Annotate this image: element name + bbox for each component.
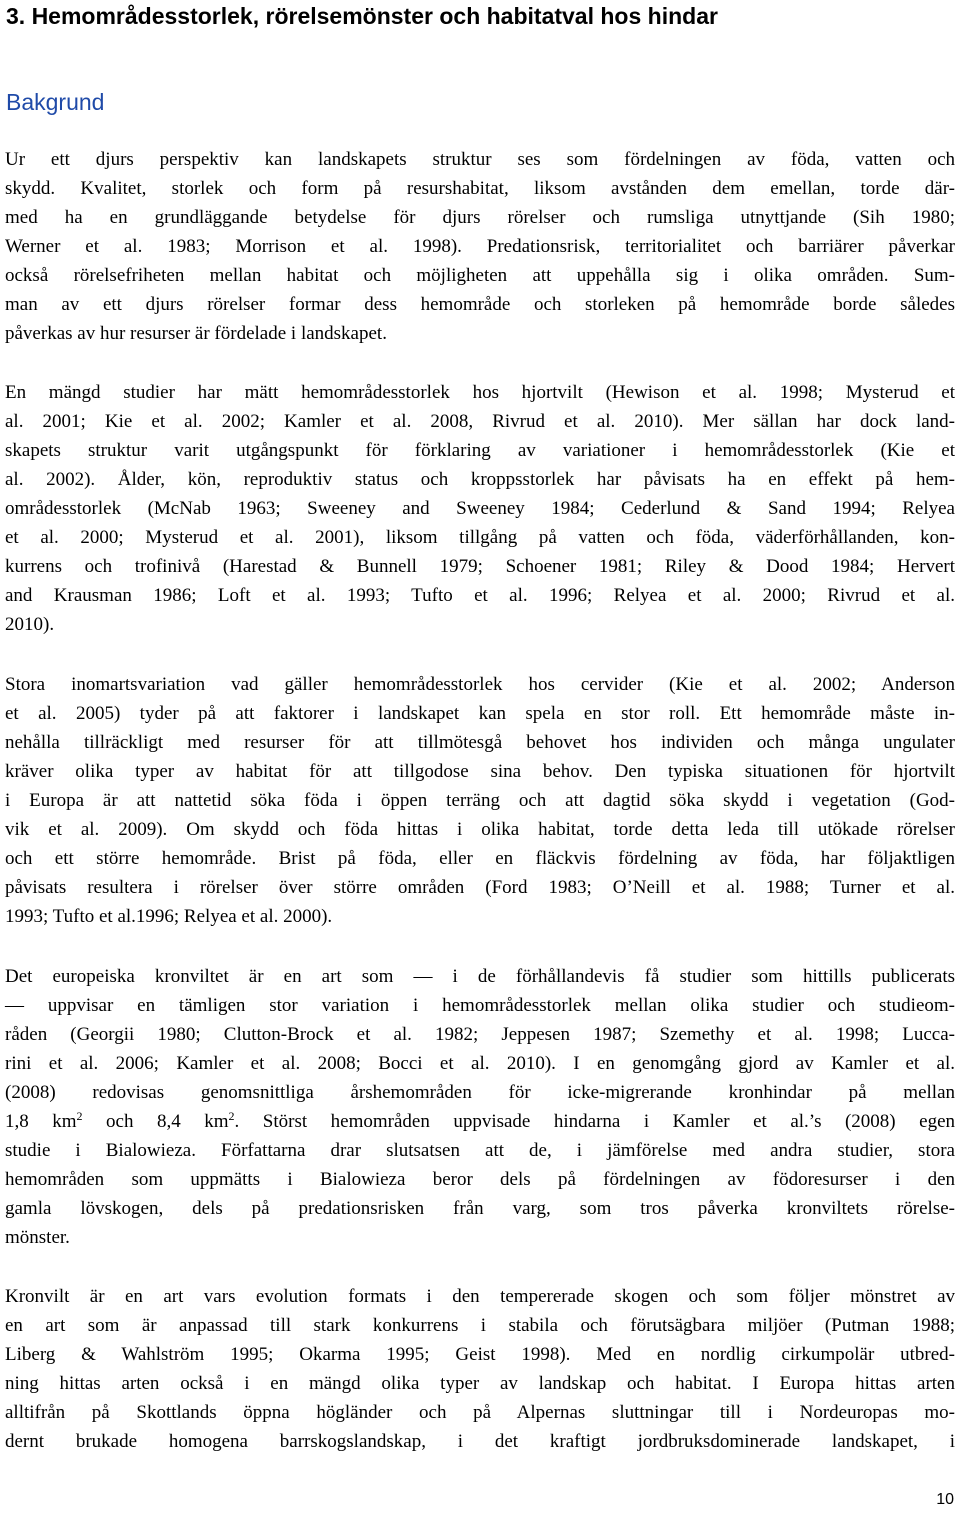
text-line: al. 2002). Ålder, kön, reproduktiv status och kroppsstorlek har påvisats ha en effekt på hem- <box>5 469 955 490</box>
subsection-heading: Bakgrund <box>6 89 105 115</box>
text-segment: 1,8 km <box>5 1111 77 1132</box>
text-line: skydd. Kvalitet, storlek och form på resurshabitat, liksom avstånden dem emellan, torde där- <box>5 178 955 199</box>
text-line: en art som är anpassad till stark konkurrens i stabila och förutsägbara miljöer (Putman 1988; <box>5 1315 955 1336</box>
text-line: påverkas av hur resurser är fördelade i landskapet. <box>5 323 387 344</box>
text-segment: . Störst hemområden uppvisade hindarna i Kamler et al.’s (2008) egen <box>234 1111 955 1132</box>
text-line: Det europeiska kronviltet är en art som — i de förhållandevis få studier som hittills publicerats <box>5 966 955 987</box>
text-line: nehålla tillräckligt med resurser för att tillmötesgå behovet hos individen och många ungulater <box>5 732 955 753</box>
text-line: (2008) redovisas genomsnittliga årshemområden för icke-migrerande kronhindar på mellan <box>5 1082 955 1103</box>
text-line: et al. 2005) tyder på att faktorer i landskapet kan spela en stor roll. Ett hemområde måste in- <box>5 703 955 724</box>
text-line: mönster. <box>5 1227 70 1248</box>
paragraph-intraspecific-variation <box>5 670 955 931</box>
text-line: påvisats resultera i rörelser över större områden (Ford 1983; O’Neill et al. 1988; Turner et al. <box>5 877 955 898</box>
text-line: studie i Bialowieza. Författarna drar slutsatsen att de, i jämförelse med andra studier, stora <box>5 1140 955 1161</box>
text-line <box>5 1107 955 1136</box>
superscript-exponent: 2 <box>228 1109 235 1123</box>
text-line: Liberg & Wahlström 1995; Okarma 1995; Geist 1998). Med en nordlig cirkumpolär utbred- <box>5 1344 955 1365</box>
text-line: Werner et al. 1983; Morrison et al. 1998). Predationsrisk, territorialitet och barriärer påverkar <box>5 236 955 257</box>
text-line: Ur ett djurs perspektiv kan landskapets struktur ses som fördelningen av föda, vatten och <box>5 149 955 170</box>
text-line: dernt brukade homogena barrskogslandskap, i det kraftigt jordbruksdominerade landskapet, i <box>5 1431 955 1452</box>
text-line: rini et al. 2006; Kamler et al. 2008; Bocci et al. 2010). I en genomgång gjord av Kamler et al. <box>5 1053 955 1074</box>
text-line: En mängd studier har mätt hemområdesstorlek hos hjortvilt (Hewison et al. 1998; Mysterud et <box>5 382 955 403</box>
text-line: et al. 2000; Mysterud et al. 2001), liksom tillgång på vatten och föda, väderförhållanden, kon- <box>5 527 955 548</box>
text-line: al. 2001; Kie et al. 2002; Kamler et al. 2008, Rivrud et al. 2010). Mer sällan har dock land- <box>5 411 955 432</box>
text-line: gamla lövskogen, dels på predationsrisken från varg, som tros påverka kronviltets rörelse- <box>5 1198 955 1219</box>
text-line: vik et al. 2009). Om skydd och föda hittas i olika habitat, torde detta leda till utökade rörelser <box>5 819 955 840</box>
paragraph-red-deer-evolution <box>5 1282 955 1456</box>
paragraph-background-intro <box>5 145 955 348</box>
text-line: också rörelsefriheten mellan habitat och möjligheten att uppehålla sig i olika områden. Sum- <box>5 265 955 286</box>
text-line: hemområden som uppmätts i Bialowieza beror dels på fördelningen av födoresurser i den <box>5 1169 955 1190</box>
text-line: skapets struktur varit utgångspunkt för förklaring av variationer i hemområdesstorlek (Kie et <box>5 440 955 461</box>
text-line: och ett större hemområde. Brist på föda, eller en fläckvis fördelning av föda, har följaktligen <box>5 848 955 869</box>
paragraph-home-range-studies <box>5 378 955 639</box>
text-line: man av ett djurs rörelser formar dess hemområde och storleken på hemområde borde således <box>5 294 955 315</box>
text-line: områdesstorlek (McNab 1963; Sweeney and Sweeney 1984; Cederlund & Sand 1994; Relyea <box>5 498 955 519</box>
text-line: Kronvilt är en art vars evolution formats i den tempererade skogen och som följer mönstret av <box>5 1286 955 1307</box>
superscript-exponent: 2 <box>76 1109 83 1123</box>
text-line: med ha en grundläggande betydelse för djurs rörelser och rumsliga utnyttjande (Sih 1980; <box>5 207 955 228</box>
section-title: 3. Hemområdesstorlek, rörelsemönster och habitatval hos hindar <box>6 3 718 29</box>
page-number: 10 <box>936 1491 954 1508</box>
text-line: 2010). <box>5 614 55 635</box>
text-line: ning hittas arten också i en mängd olika typer av landskap och habitat. I Europa hittas arten <box>5 1373 955 1394</box>
text-line: — uppvisar en tämligen stor variation i hemområdesstorlek mellan olika studier och studieom- <box>5 995 955 1016</box>
text-line: råden (Georgii 1980; Clutton-Brock et al. 1982; Jeppesen 1987; Szemethy et al. 1998; Lucca- <box>5 1024 955 1045</box>
paragraph-european-red-deer <box>5 962 955 1252</box>
text-line: kräver olika typer av habitat för att tillgodose sina behov. Den typiska situationen för hjortvilt <box>5 761 955 782</box>
text-line: and Krausman 1986; Loft et al. 1993; Tufto et al. 1996; Relyea et al. 2000; Rivrud et al. <box>5 585 955 606</box>
text-line: alltifrån på Skottlands öppna högländer och på Alpernas sluttningar till i Nordeuropas mo- <box>5 1402 955 1423</box>
text-line: 1993; Tufto et al.1996; Relyea et al. 2000). <box>5 906 333 927</box>
text-line: Stora inomartsvariation vad gäller hemområdesstorlek hos cervider (Kie et al. 2002; Anderson <box>5 674 955 695</box>
text-segment: och 8,4 km <box>82 1111 229 1132</box>
text-line: kurrens och trofinivå (Harestad & Bunnell 1979; Schoener 1981; Riley & Dood 1984; Hervert <box>5 556 955 577</box>
text-line: i Europa är att nattetid söka föda i öppen terräng och att dagtid söka skydd i vegetation (God- <box>5 790 955 811</box>
